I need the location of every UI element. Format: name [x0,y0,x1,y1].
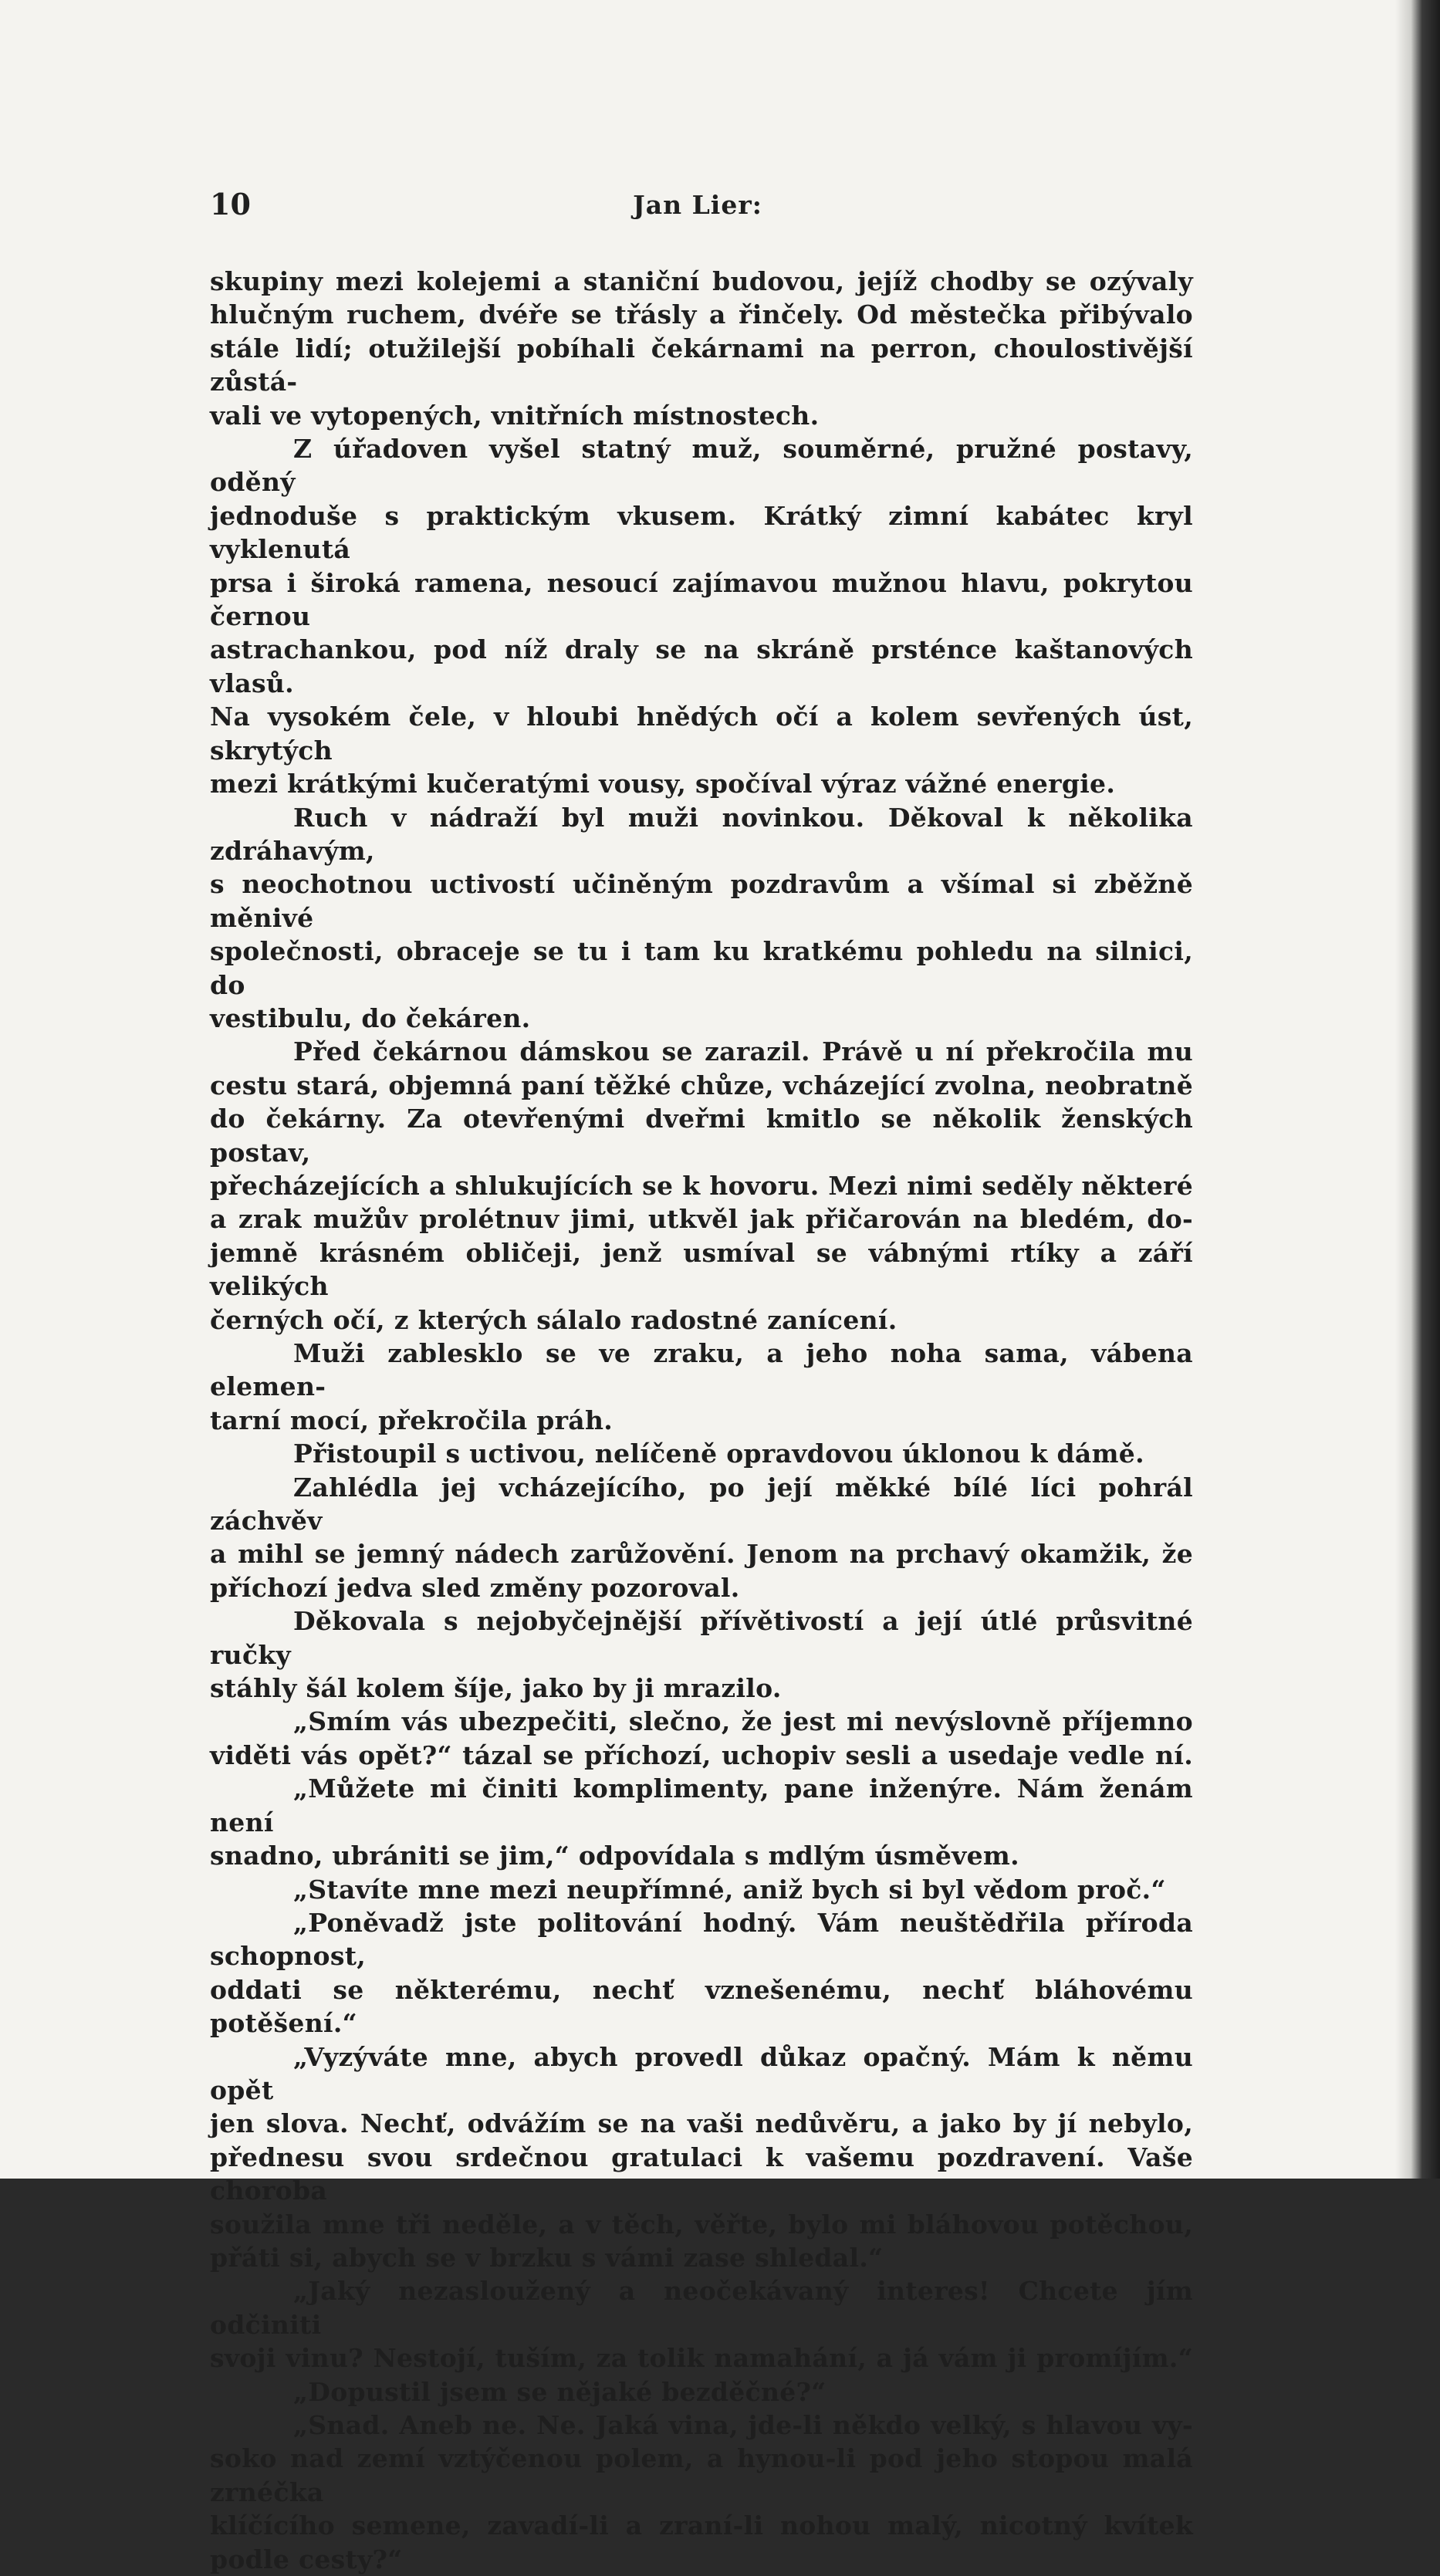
page-number: 10 [210,187,251,221]
text-line: přecházejících a shlukujících se k hovoru. Mezi nimi seděly některé [210,1170,1193,1201]
text-line: Zahlédla jej vcházejícího, po její měkké bílé líci pohrál záchvěv [210,1472,1193,1536]
text-line: Děkovala s nejobyčejnější přívětivostí a její útlé průsvitné ručky [210,1606,1193,1670]
text-line: „Vyzýváte mne, abych provedl důkaz opačný. Mám k němu opět [210,2041,1193,2105]
text-line: cestu stará, objemná paní těžké chůze, vcházející zvolna, neobratně [210,1070,1193,1100]
text-line: do čekárny. Za otevřenými dveřmi kmitlo se několik ženských postav, [210,1104,1193,1168]
text-line: „Poněvadž jste politování hodný. Vám neuštědřila příroda schopnost, [210,1907,1193,1972]
text-line: skupiny mezi kolejemi a staniční budovou, jejíž chodby se ozývaly [210,266,1193,296]
text-line: a mihl se jemný nádech zarůžovění. Jenom na prchavý okamžik, že [210,1539,1193,1570]
text-line: s neochotnou uctivostí učiněným pozdravům a všímal si zběžně měnivé [210,869,1193,933]
text-line: vestibulu, do čekáren. [210,1002,531,1033]
text-line: podle cesty?“ [210,2544,403,2574]
text-line: „Jaký nezasloužený a neočekávaný interes! Chcete jím odčiniti [210,2276,1193,2340]
text-line: „Můžete mi činiti komplimenty, pane inženýre. Nám ženám není [210,1773,1193,1837]
text-line: přednesu svou srdečnou gratulaci k vašemu pozdravení. Vaše choroba [210,2142,1193,2206]
text-line: Muži zablesklo se ve zraku, a jeho noha sama, vábena elemen- [210,1338,1193,1402]
text-line: Na vysokém čele, v hloubi hnědých očí a kolem sevřených úst, skrytých [210,701,1193,766]
text-line: černých očí, z kterých sálalo radostné zanícení. [210,1304,897,1335]
text-line: oddati se některému, nechť vznešenému, nechť bláhovému potěšení.“ [210,1974,1193,2039]
text-line: tarní mocí, překročila práh. [210,1405,614,1435]
text-line: prsa i široká ramena, nesoucí zajímavou mužnou hlavu, pokrytou černou [210,567,1193,632]
text-line: astrachankou, pod níž draly se na skráně prsténce kaštanových vlasů. [210,634,1193,698]
text-line: Před čekárnou dámskou se zarazil. Právě u ní překročila mu [293,1036,1193,1067]
text-line: mezi krátkými kučeratými vousy, spočíval výraz vážné energie. [210,769,1116,800]
text-line: Z úřadoven vyšel statný muž, souměrné, pružné postavy, oděný [210,434,1193,498]
text-line: „Dopustil jsem se nějaké bezděčné?“ [293,2376,826,2407]
text-line: „Smím vás ubezpečiti, slečno, že jest mi nevýslovně příjemno [293,1706,1193,1737]
text-line: hlučným ruchem, dvéře se třásly a řinčely. Od městečka přibývalo [210,299,1193,330]
text-line: jen slova. Nechť, odvážím se na vaši nedůvěru, a jako by jí nebylo, [210,2108,1193,2139]
page-edge-shadow [1395,0,1440,2179]
text-line: přáti si, abych se v brzku s vámi zase shledal.“ [210,2242,884,2273]
text-line: Přistoupil s uctivou, nelíčeně opravdovou úklonou k dámě. [293,1438,1144,1469]
text-line: a zrak mužův prolétnuv jimi, utkvěl jak přičarován na bledém, do- [210,1204,1193,1235]
text-line: „Stavíte mne mezi neupřímné, aniž bych si byl vědom proč.“ [293,1874,1166,1905]
running-head: Jan Lier: [633,190,762,220]
text-line: jemně krásném obličeji, jenž usmíval se vábnými rtíky a září velikých [210,1237,1193,1302]
text-line: stáhly šál kolem šíje, jako by ji mrazilo. [210,1673,782,1704]
text-line: soužila mne tři neděle, a v těch, věřte, bylo mi bláhovou potěchou, [210,2209,1193,2240]
body-text [210,265,1193,2576]
text-line: stále lidí; otužilejší pobíhali čekárnami na perron, choulostivější zůstá- [210,333,1193,397]
text-line: „Snad. Aneb ne. Ne. Jaká vina, jde-li někdo velký, s hlavou vy- [293,2410,1193,2440]
text-line: příchozí jedva sled změny pozoroval. [210,1572,740,1603]
text-line: snadno, ubrániti se jim,“ odpovídala s mdlým úsměvem. [210,1841,1019,1871]
text-line: soko nad zemí vztýčenou polem, a hynou-li pod jeho stopou malá zrnéčka [210,2443,1193,2507]
text-line: svoji vinu? Nestojí, tuším, za tolik namahání, a já vám ji promíjím.“ [210,2343,1193,2374]
text-line: klíčícího semene, zavadí-li a zraní-li nohou malý, nicotný kvítek [210,2510,1193,2541]
text-line: Ruch v nádraží byl muži novinkou. Děkoval k několika zdráhavým, [210,802,1193,866]
text-line: vali ve vytopených, vnitřních místnostech. [210,400,820,431]
page-header [210,187,1185,222]
text-line: viděti vás opět?“ tázal se příchozí, uchopiv sesli a usedaje vedle ní. [210,1739,1193,1770]
text-line: společnosti, obraceje se tu i tam ku kratkému pohledu na silnici, do [210,936,1193,1000]
text-line: jednoduše s praktickým vkusem. Krátký zimní kabátec kryl vyklenutá [210,500,1193,565]
